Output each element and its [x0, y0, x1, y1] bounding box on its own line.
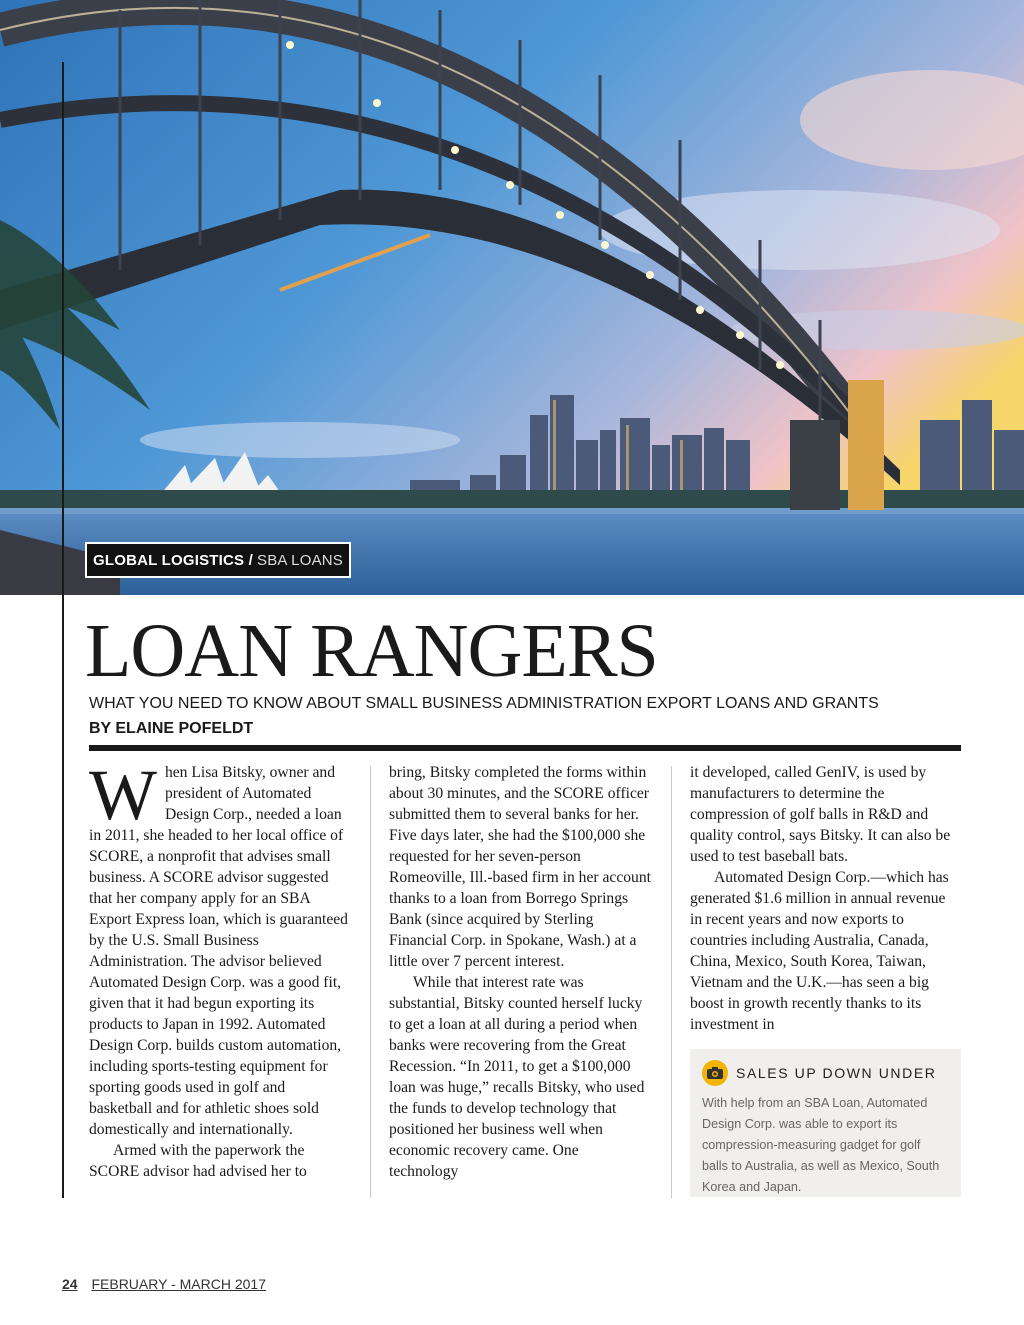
sidebar-box: [690, 1049, 961, 1197]
page-footer: [62, 1276, 266, 1292]
column-divider: [370, 766, 371, 1198]
section-kicker: [85, 542, 351, 578]
hero-photo: [0, 0, 1024, 595]
paragraph: Automated Design Corp.—which has generated $1.6 million in annual revenue in recent years and now exports to countries including Australia, Canada, China, Mexico, South Korea, Taiwan, Vietnam and the U.K.—has seen a big boost in growth recently thanks to its investment in: [690, 869, 949, 1033]
column-1: [89, 755, 351, 1182]
left-vertical-rule: [62, 62, 64, 1198]
paragraph: Armed with the paperwork the SCORE advisor had advised her to: [89, 1142, 307, 1180]
kicker-section: GLOBAL LOGISTICS /: [93, 551, 253, 569]
byline: BY ELAINE POFELDT: [89, 720, 254, 737]
issue-date: FEBRUARY - MARCH 2017: [91, 1276, 267, 1292]
sydney-harbour-bridge-photo: [0, 0, 1024, 595]
article-title: LOAN RANGERS: [85, 609, 658, 693]
sidebar-heading-row: [702, 1059, 949, 1087]
paragraph: While that interest rate was substantial, Bitsky counted herself lucky to get a loan at all during a period when banks were recovering from the Great Recession. “In 2011, to get a $100,000 loan was huge,” recalls Bitsky, who used the funds to develop technology that positioned her business well when economic recovery came. One technology: [389, 974, 645, 1180]
drop-cap: W: [89, 755, 157, 835]
col1-text: hen Lisa Bitsky, owner and president of Automated Design Corp., needed a loan in 2011, she headed to her local office of SCORE, a nonprofit that advises small business. A SCORE advisor suggested that her company apply for an SBA Export Express loan, which is guaranteed by the U.S. Small Business Administration. The advisor believed Automated Design Corp. was a good fit, given that it had begun exporting its products to Japan in 1992. Automated Design Corp. builds custom automation, including sports-testing equipment for sporting goods used in golf and basketball and for athletic shoes sold domestically and internationally.: [89, 764, 348, 1138]
sidebar-heading: SALES UP DOWN UNDER: [736, 1065, 937, 1081]
column-3: [690, 762, 960, 1035]
article-subtitle: WHAT YOU NEED TO KNOW ABOUT SMALL BUSINESS ADMINISTRATION EXPORT LOANS AND GRANTS: [89, 695, 879, 712]
page-number: 24: [62, 1276, 78, 1292]
column-divider: [671, 766, 672, 1198]
paragraph: it developed, called GenIV, is used by manufacturers to determine the compression of golf balls in R&D and quality control, says Bitsky. It can also be used to test baseball bats.: [690, 764, 951, 865]
paragraph: bring, Bitsky completed the forms within about 30 minutes, and the SCORE officer submitted them to several banks for her. Five days later, she had the $100,000 she requested for her seven-person Romeoville, Ill.-based firm in her account thanks to a loan from Borrego Springs Bank (since acquired by Sterling Financial Corp. in Spokane, Wash.) at a little over 7 percent interest.: [389, 764, 651, 970]
title-rule: [89, 745, 961, 751]
kicker-subsection: SBA LOANS: [257, 551, 344, 569]
paragraph: [89, 755, 351, 1140]
sidebar-text: With help from an SBA Loan, Automated Design Corp. was able to export its compression-measuring gadget for golf balls to Australia, as well as Mexico, South Korea and Japan.: [702, 1096, 940, 1194]
camera-icon: [702, 1060, 728, 1086]
column-2: [389, 762, 651, 1182]
